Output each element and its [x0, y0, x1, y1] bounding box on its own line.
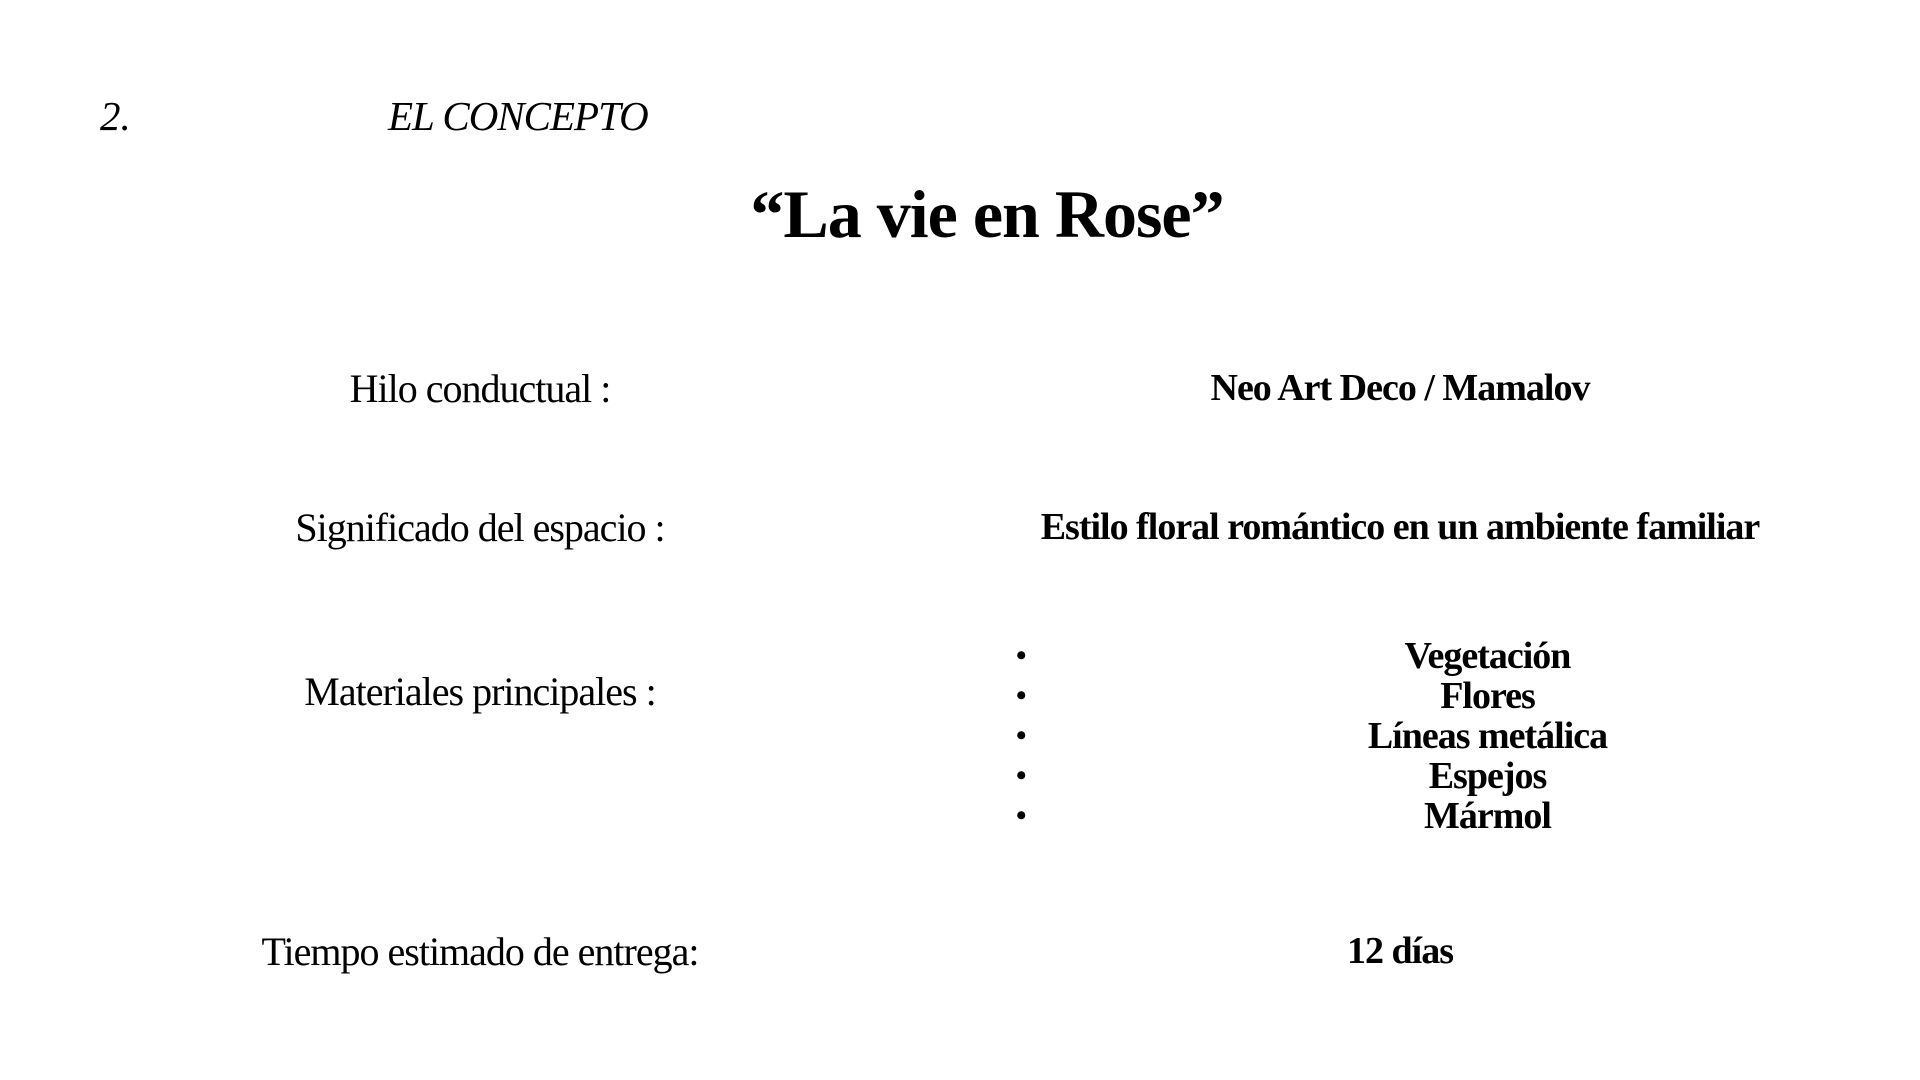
bullet-icon: • — [1016, 759, 1026, 792]
bullet-icon: • — [1016, 679, 1026, 712]
label-materiales-principales: Materiales principales : — [304, 669, 656, 714]
material-marmol: Mármol — [1424, 795, 1551, 837]
page-title: “La vie en Rose” — [750, 176, 1224, 252]
material-lineas-metalica: Líneas metálica — [1367, 715, 1608, 757]
bullet-icon: • — [1016, 799, 1026, 832]
material-espejos: Espejos — [1428, 755, 1547, 797]
material-flores: Flores — [1440, 675, 1535, 717]
section-number: 2. — [100, 93, 131, 139]
bullet-icon: • — [1016, 719, 1026, 752]
value-hilo-conductual: Neo Art Deco / Mamalov — [1210, 367, 1590, 409]
list-item — [1000, 756, 1840, 796]
label-significado-del-espacio: Significado del espacio : — [295, 505, 665, 550]
list-item — [1000, 796, 1840, 836]
value-significado-del-espacio: Estilo floral romántico en un ambiente familiar — [1040, 506, 1760, 548]
value-tiempo-estimado: 12 días — [1347, 930, 1453, 972]
bullet-icon: • — [1016, 639, 1026, 672]
list-item — [1000, 636, 1840, 676]
list-item — [1000, 716, 1840, 756]
list-item — [1000, 676, 1840, 716]
label-hilo-conductual: Hilo conductual : — [349, 366, 611, 411]
material-vegetacion: Vegetación — [1404, 635, 1571, 677]
materials-list — [1000, 636, 1840, 836]
section-title: EL CONCEPTO — [388, 93, 648, 139]
label-tiempo-estimado: Tiempo estimado de entrega: — [261, 929, 699, 974]
